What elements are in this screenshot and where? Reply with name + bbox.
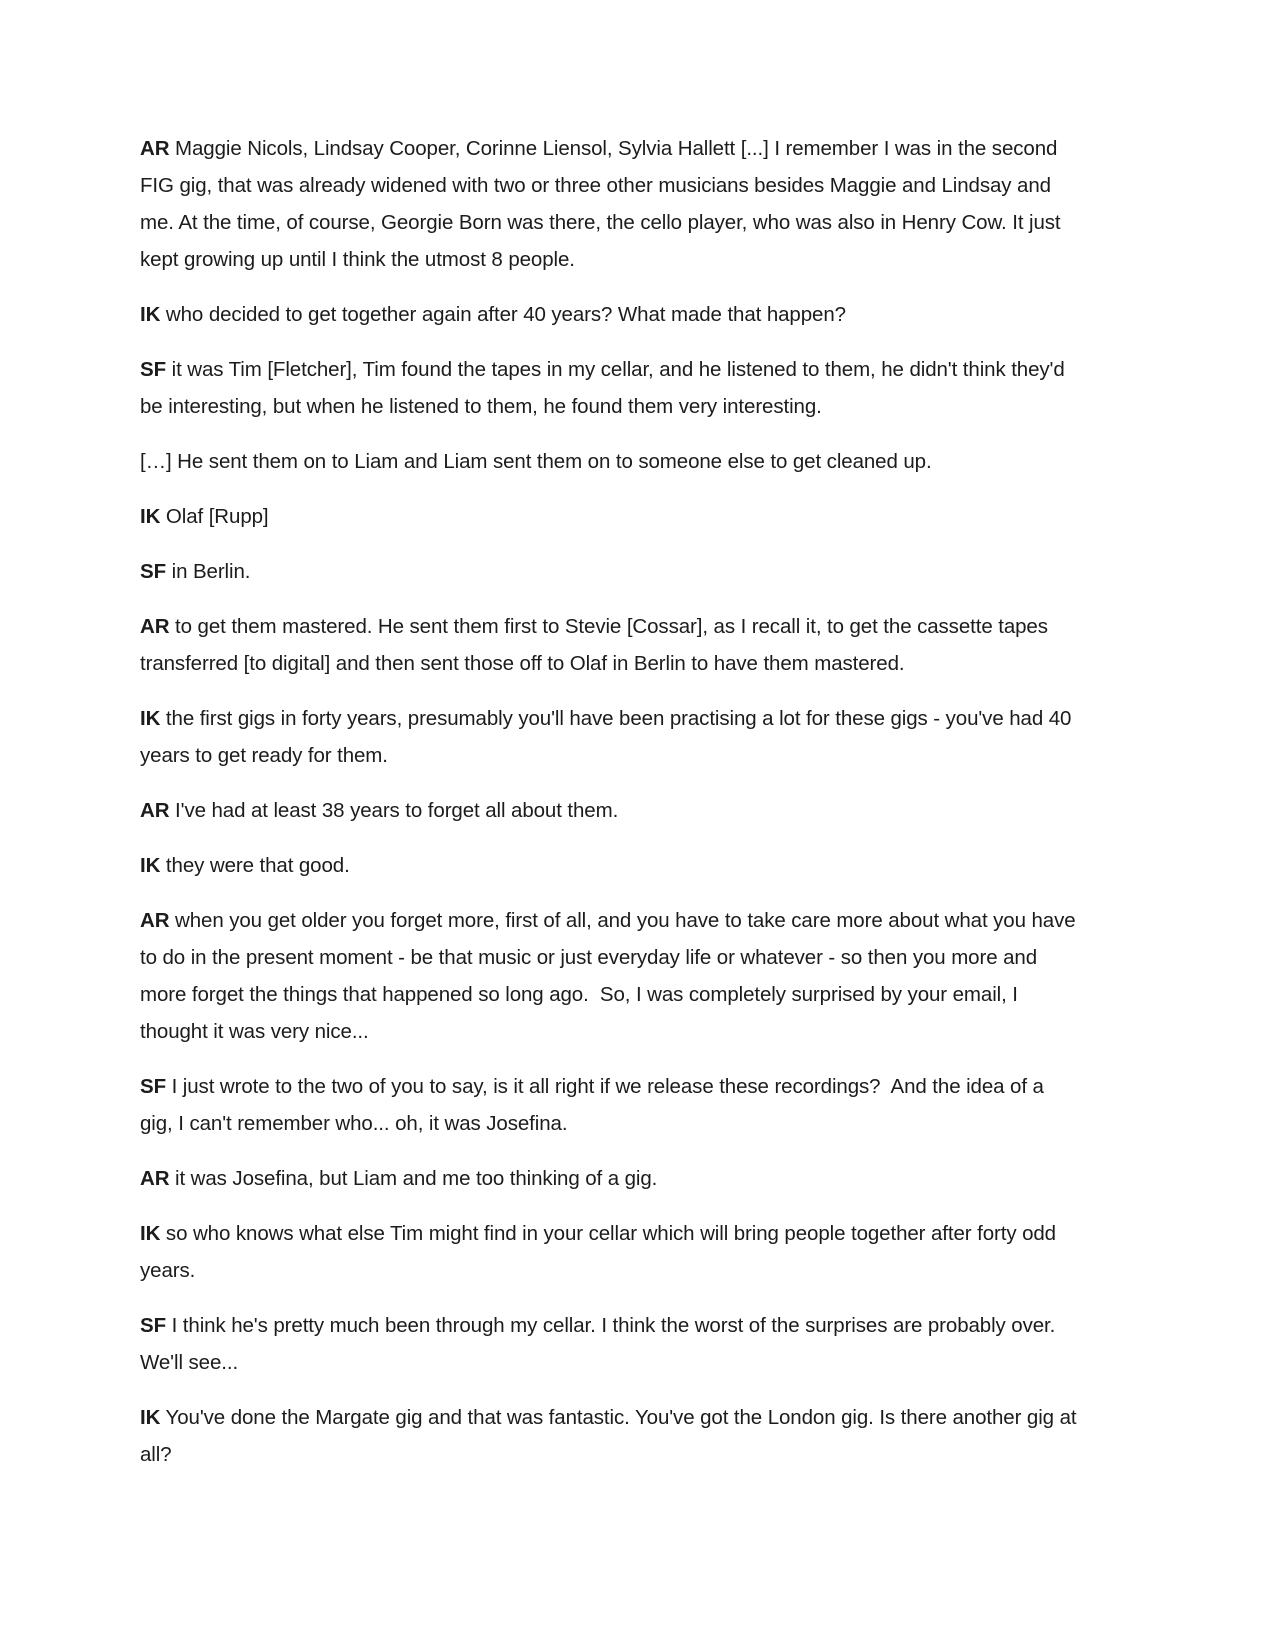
paragraph-text: […] He sent them on to Liam and Liam sent them on to someone else to get cleaned up. bbox=[140, 450, 932, 473]
transcript-paragraph bbox=[140, 1068, 1080, 1142]
paragraph-text: to get them mastered. He sent them first to Stevie [Cossar], as I recall it, to get the cassette tapes transferred [to digital] and then sent those off to Olaf in Berlin to have them mastered. bbox=[140, 615, 1048, 675]
speaker-label: IK bbox=[140, 1406, 161, 1429]
speaker-label: SF bbox=[140, 358, 166, 381]
speaker-label: IK bbox=[140, 854, 161, 877]
speaker-label: SF bbox=[140, 1075, 166, 1098]
speaker-label: IK bbox=[140, 707, 161, 730]
transcript-paragraph bbox=[140, 792, 1080, 829]
speaker-label: AR bbox=[140, 615, 170, 638]
transcript-paragraph bbox=[140, 296, 1080, 333]
paragraph-text: You've done the Margate gig and that was fantastic. You've got the London gig. Is there another gig at all? bbox=[140, 1406, 1077, 1466]
speaker-label: IK bbox=[140, 1222, 161, 1245]
transcript-paragraph bbox=[140, 443, 1080, 480]
transcript-content bbox=[140, 130, 1080, 1491]
paragraph-text: they were that good. bbox=[165, 854, 350, 877]
paragraph-text: who decided to get together again after 40 years? What made that happen? bbox=[165, 303, 846, 326]
transcript-paragraph bbox=[140, 1160, 1080, 1197]
transcript-paragraph bbox=[140, 608, 1080, 682]
transcript-paragraph bbox=[140, 1215, 1080, 1289]
paragraph-text: so who knows what else Tim might find in your cellar which will bring people together after forty odd years. bbox=[140, 1222, 1056, 1282]
transcript-paragraph bbox=[140, 902, 1080, 1050]
paragraph-text: it was Josefina, but Liam and me too thinking of a gig. bbox=[175, 1167, 658, 1190]
speaker-label: IK bbox=[140, 505, 161, 528]
speaker-label: AR bbox=[140, 137, 170, 160]
paragraph-text: it was Tim [Fletcher], Tim found the tapes in my cellar, and he listened to them, he didn't think they'd be interesting, but when he listened to them, he found them very interesting. bbox=[140, 358, 1065, 418]
speaker-label: AR bbox=[140, 799, 170, 822]
transcript-paragraph bbox=[140, 498, 1080, 535]
transcript-paragraph bbox=[140, 700, 1080, 774]
paragraph-text: Maggie Nicols, Lindsay Cooper, Corinne Liensol, Sylvia Hallett [...] I remember I was in the second FIG gig, that was already widened with two or three other musicians besides Maggie and Lindsay and me. At the time, of course, Georgie Born was there, the cello player, who was also in Henry Cow. It just kept growing up until I think the utmost 8 people. bbox=[140, 137, 1061, 271]
paragraph-text: when you get older you forget more, first of all, and you have to take care more about what you have to do in the present moment - be that music or just everyday life or whatever - so then you more and more forget the things that happened so long ago. So, I was completely surprised by your email, I thought it was very nice... bbox=[140, 909, 1076, 1043]
speaker-label: AR bbox=[140, 1167, 170, 1190]
transcript-paragraph bbox=[140, 1399, 1080, 1473]
speaker-label: IK bbox=[140, 303, 161, 326]
transcript-paragraph bbox=[140, 1307, 1080, 1381]
paragraph-text: I think he's pretty much been through my cellar. I think the worst of the surprises are probably over. We'll see... bbox=[140, 1314, 1056, 1374]
paragraph-text: the first gigs in forty years, presumably you'll have been practising a lot for these gigs - you've had 40 years to get ready for them. bbox=[140, 707, 1072, 767]
paragraph-text: I've had at least 38 years to forget all about them. bbox=[175, 799, 619, 822]
transcript-paragraph bbox=[140, 847, 1080, 884]
transcript-paragraph bbox=[140, 351, 1080, 425]
transcript-paragraph bbox=[140, 130, 1080, 278]
speaker-label: AR bbox=[140, 909, 170, 932]
speaker-label: SF bbox=[140, 1314, 166, 1337]
paragraph-text: Olaf [Rupp] bbox=[165, 505, 269, 528]
transcript-paragraph bbox=[140, 553, 1080, 590]
paragraph-text: I just wrote to the two of you to say, is it all right if we release these recordings? And the idea of a gig, I can't remember who... oh, it was Josefina. bbox=[140, 1075, 1044, 1135]
speaker-label: SF bbox=[140, 560, 166, 583]
paragraph-text: in Berlin. bbox=[171, 560, 251, 583]
